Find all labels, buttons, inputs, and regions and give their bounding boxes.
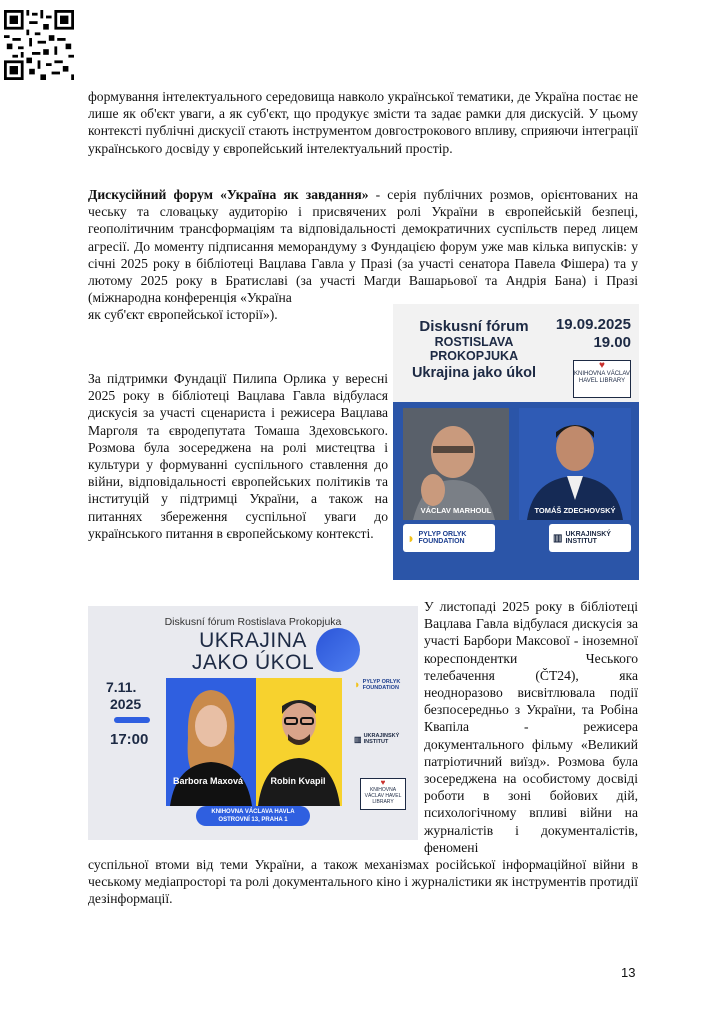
poster2-date: 7.11.	[106, 679, 137, 695]
poster2-footer-line2: OSTROVNÍ 13, PRAHA 1	[218, 817, 288, 823]
poster1-speaker1-name: VÁCLAV MARHOUL	[420, 506, 492, 515]
orlyk-logo-icon: ◗	[407, 530, 416, 546]
poster1-library-badge	[573, 360, 631, 398]
institute-logo-icon: ▥	[354, 734, 362, 744]
poster2-speaker2-name: Robin Kvapil	[270, 776, 326, 786]
poster2-logo-institute	[350, 730, 414, 748]
paragraph-november-continued: суспільної втоми від теми України, а також механізмах російської інформаційної війни в чеському медіапросторі та ролі документального кіно і журналістики як інструментів протидії дезінформації.	[88, 857, 638, 907]
poster1-title-line3: PROKOPJUKA	[429, 349, 519, 363]
poster1-date: 19.09.2025	[555, 316, 631, 333]
person-photo-icon	[256, 678, 342, 806]
poster1-logo1-text: PYLYP ORLYK FOUNDATION	[418, 531, 467, 545]
forum-title-bold: Дискусійний форум «Україна як завдання»	[88, 187, 369, 202]
poster1-library-text: KNIHOVNA VÁCLAV HAVEL LIBRARY	[574, 371, 630, 384]
poster2-time: 17:00	[110, 731, 149, 748]
orlyk-logo-icon: ◗	[354, 679, 361, 691]
poster-september-event	[393, 304, 639, 580]
poster1-title-line2: ROSTISLAVA	[434, 335, 514, 349]
poster2-library-badge	[360, 778, 406, 810]
poster2-speaker1-name: Barbora Maxová	[172, 776, 244, 786]
heart-icon: ♥	[380, 778, 386, 787]
page-number: 13	[621, 965, 636, 980]
poster2-title-line2: JAKO ÚKOL	[191, 651, 315, 674]
paragraph-intellectual-environment: формування інтелектуального середовища навколо української тематики, де Україна постає не лише як об'єкт уваги, а як суб'єкт, що продукує змісти та задає рамки для дискусій. У цьому контексті публічні дискусії стають інструментом довгострокового впливу, сприяючи інтеграції українського досвіду у європейський інтелектуальний простір.	[88, 89, 638, 156]
poster2-header: Diskusní fórum Rostislava Prokopjuka	[164, 616, 342, 628]
poster1-photo-speaker2	[519, 408, 631, 520]
qr-code	[4, 10, 74, 80]
paragraph-discussion-forum	[88, 186, 638, 306]
institute-logo-icon: ▥	[553, 532, 563, 544]
person-photo-icon	[519, 408, 631, 520]
poster1-speaker2-name: TOMÁŠ ZDECHOVSKÝ	[534, 506, 616, 515]
poster1-title	[399, 318, 549, 381]
poster2-title-line1: UKRAJINA	[199, 629, 307, 652]
poster2-logo1-text: PYLYP ORLYK FOUNDATION	[362, 679, 401, 691]
paragraph-forum-end: як суб'єкт європейської історії»).	[88, 307, 278, 322]
poster1-time: 19.00	[593, 334, 631, 351]
paragraph-november-discussion: У листопаді 2025 року в бібліотеці Вацлава Гавла відбулася дискусія за участі Барбори Максової - іноземної кореспондентки Чеського телебачення (ČT24), яка неодноразово висвітлювала події безпосередньо з України, та Робіна Квапіла - режисера документального фільму «Великий патріотичний виїзд». Розмова була зосереджена на особистому досвіді роботи в зоні бойових дій, психологічному впливі війни на журналістів і документалістів, феномені	[424, 599, 638, 855]
poster2-photo-speaker1	[166, 678, 256, 806]
poster2-year: 2025	[110, 696, 142, 712]
forum-description: - серія публічних розмов, орієнтованих на чеську та словацьку аудиторію і присвячених ролі України в європейській безпеці, геополітичним трансформаціям та відповідальності демократичних суспільств перед лицем агресії. До моменту підписання меморандуму з Фундацією форум уже мав кілька випусків: у січні 2025 року в бібліотеці Вацлава Гавла у Празі (за участі сенатора Павела Фішера) та у лютому 2025 року в Братиславі (за участі Магди Вашарьової та Андрія Бана) і Празі (міжнародна конференція «Україна	[88, 187, 638, 306]
person-photo-icon	[403, 408, 509, 520]
poster-november-event	[88, 606, 418, 840]
poster1-title-line4: Ukrajina jako úkol	[411, 365, 537, 381]
poster1-logo2-text: UKRAJINSKÝ INSTITUT	[565, 531, 611, 545]
poster1-title-line1: Diskusní fórum	[419, 318, 529, 335]
poster2-footer-line1: KNIHOVNA VÁCLAVA HAVLA	[211, 809, 295, 815]
poster2-divider-bar	[114, 717, 150, 723]
poster2-location-pill	[196, 806, 310, 826]
paragraph-september-discussion: За підтримки Фундації Пилипа Орлика у вересні 2025 року в бібліотеці Вацлава Гавла відбулася дискусія за участі сценариста і режисера Вацлава Марголя та євродепутата Томаша Здеховського. Розмова була зосереджена на ролі мистецтва і культури у формуванні суспільного ставлення до війни, відповідальності європейських політиків та інституцій у підтримці України, а також на питаннях збереження суспільної уваги до українського питання в європейському контексті.	[88, 371, 388, 541]
poster2-library-text: KNIHOVNA VÁCLAV HAVEL LIBRARY	[364, 787, 402, 805]
poster1-logo-institute	[549, 524, 631, 552]
heart-icon: ♥	[599, 360, 605, 371]
poster1-photo-speaker1	[403, 408, 509, 520]
poster1-logo-orlyk	[403, 524, 495, 552]
person-photo-icon	[166, 678, 256, 806]
poster2-logo-orlyk	[350, 674, 414, 696]
poster2-photo-speaker2	[256, 678, 342, 806]
poster2-title	[168, 630, 338, 674]
poster2-logo2-text: UKRAJINSKÝ INSTITUT	[363, 733, 400, 745]
